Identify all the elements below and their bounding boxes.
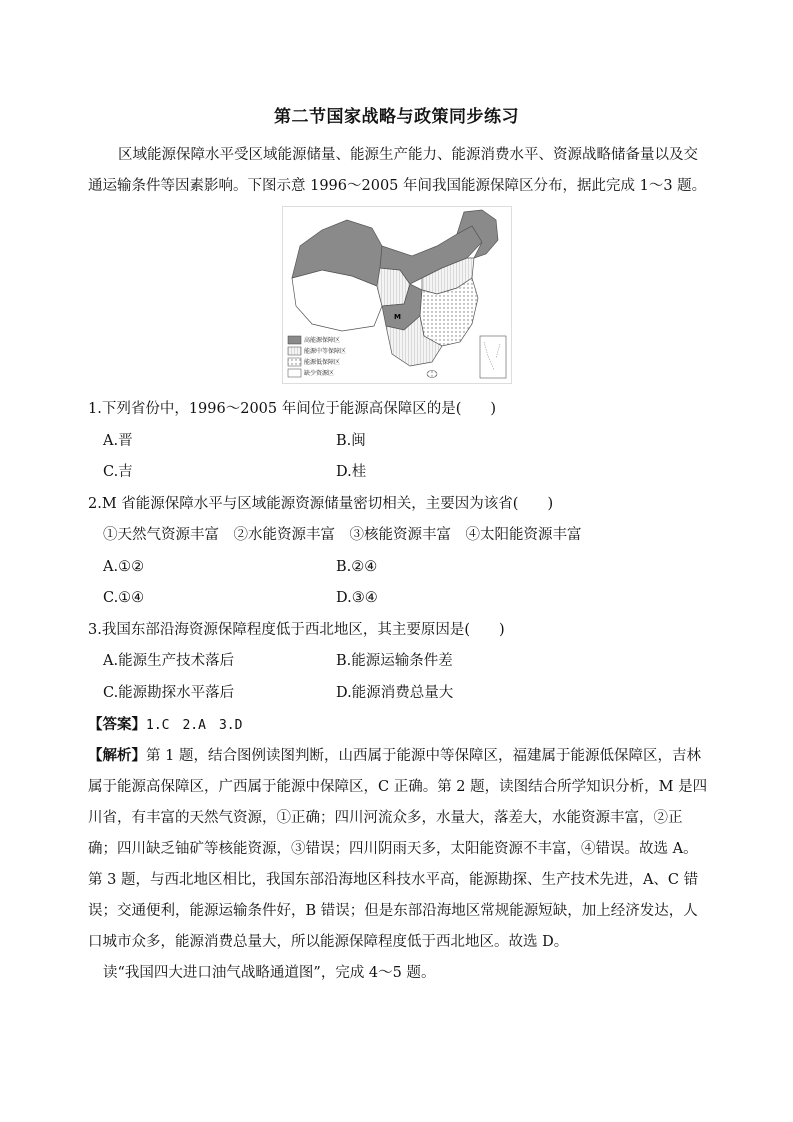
question-2-option-a: A.①② — [103, 559, 145, 575]
question-3-stem: 3.我国东部沿海资源保障程度低于西北地区，其主要原因是( ) — [88, 622, 505, 638]
question-2-option-d: D.③④ — [336, 590, 378, 606]
energy-security-map — [282, 206, 512, 384]
answer-text: 1.C 2.A 3.D — [146, 718, 243, 733]
question-1-stem: 1.下列省份中，1996～2005 年间位于能源高保障区的是( ) — [88, 401, 497, 417]
question-3-option-d: D.能源消费总量大 — [336, 685, 454, 701]
next-section-prompt: 读“我国四大进口油气战略通道图”，完成 4～5 题。 — [103, 965, 436, 981]
question-1-option-b: B.闽 — [336, 433, 366, 449]
question-1-option-a: A.晋 — [103, 433, 133, 449]
map-label-m: M — [394, 313, 401, 321]
map-legend — [288, 336, 346, 377]
map-region-hainan — [427, 371, 437, 378]
question-3-option-a: A.能源生产技术落后 — [103, 653, 235, 669]
legend-lack: 缺少资源区 — [304, 370, 335, 377]
intro-paragraph: 区域能源保障水平受区域能源储量、能源生产能力、能源消费水平、资源战略储备量以及交通运输条件等因素影响。下图示意 1996～2005 年间我国能源保障区分布，据此完成 1～3 题。 — [88, 147, 707, 194]
legend-high: 高能源保障区 — [304, 337, 341, 344]
question-1-option-d: D.桂 — [336, 464, 367, 480]
answer-tag: 【答案】 — [88, 716, 146, 733]
question-3-option-c: C.能源勘探水平落后 — [103, 685, 235, 701]
analysis-paragraph — [88, 740, 710, 958]
analysis-tag: 【解析】 — [88, 747, 146, 764]
question-2-stem: 2.M 省能源保障水平与区域能源资源储量密切相关，主要因为该省( ) — [88, 496, 554, 512]
question-2-choices: ①天然气资源丰富 ②水能资源丰富 ③核能资源丰富 ④太阳能资源丰富 — [103, 527, 582, 543]
question-3-option-b: B.能源运输条件差 — [336, 653, 453, 669]
legend-low: 能源低保障区 — [304, 359, 341, 366]
question-2-option-c: C.①④ — [103, 590, 145, 606]
question-2-option-b: B.②④ — [336, 559, 378, 575]
legend-medium: 能源中等保障区 — [304, 348, 347, 355]
question-1-option-c: C.吉 — [103, 464, 133, 480]
answer-line — [88, 714, 242, 737]
china-map-figure — [282, 206, 512, 384]
page-title: 第二节国家战略与政策同步练习 — [274, 107, 519, 127]
analysis-text: 第 1 题，结合图例读图判断，山西属于能源中等保障区，福建属于能源低保障区，吉林属于能源高保障区，广西属于能源中保障区，C 正确。第 2 题，读图结合所学知识分析，M 是四川省，有丰富的天然气资源，①正确；四川河流众多，水量大，落差大，水能资源丰富，②正确；四川缺乏铀矿等核能资源，③错误；四川阴雨天多，太阳能资源不丰富，④错误。故选 A。第 3 题，与西北地区相比，我国东部沿海地区科技水平高，能源勘探、生产技术先进，A、C 错误；交通便利，能源运输条件好，B 错误；但是东部沿海地区常规能源短缺，加上经济发达，人口城市众多，能源消费总量大，所以能源保障程度低于西北地区。故选 D。 — [88, 748, 708, 950]
